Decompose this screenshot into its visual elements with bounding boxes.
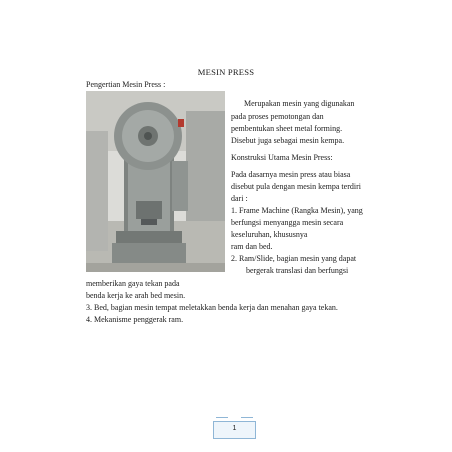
page-title: MESIN PRESS (197, 67, 255, 77)
item3-line: 3. Bed, bagian mesin tempat meletakkan benda kerja dan menahan gaya tekan. (86, 303, 338, 312)
item1-line-3: keseluruhan, khususnya (231, 230, 308, 239)
intro-line-3: dari : (231, 194, 248, 203)
definition-line-4: Disebut juga sebagai mesin kempa. (231, 136, 345, 145)
item1-line-1: 1. Frame Machine (Rangka Mesin), yang (231, 206, 363, 215)
item1-line-2: berfungsi menyangga mesin secara (231, 218, 344, 227)
intro-line-1: Pada dasarnya mesin press atau biasa (231, 170, 351, 179)
item2-line-1: 2. Ram/Slide, bagian mesin yang dapat (231, 254, 357, 263)
item1-line-4: ram dan bed. (231, 242, 273, 251)
construction-heading: Konstruksi Utama Mesin Press: (231, 153, 333, 162)
item2-line-2: bergerak translasi dan berfungsi (246, 266, 349, 275)
page-number-box (213, 421, 256, 439)
item4-line: 4. Mekanisme penggerak ram. (86, 315, 184, 324)
item2-cont-line-1: memberikan gaya tekan pada (86, 279, 180, 288)
section-heading: Pengertian Mesin Press : (86, 80, 166, 89)
intro-line-2: disebut pula dengan mesin kempa terdiri (231, 182, 361, 191)
footer-tab-left (216, 417, 228, 422)
definition-line-2: pada proses pemotongan dan (231, 112, 324, 121)
item2-cont-line-2: benda kerja ke arah bed mesin. (86, 291, 186, 300)
page-number: 1 (232, 425, 237, 432)
definition-line-3: pembentukan sheet metal forming. (231, 124, 343, 133)
press-machine-photo (86, 91, 225, 272)
definition-line-1: Merupakan mesin yang digunakan (244, 99, 355, 108)
footer-tab-right (241, 417, 253, 422)
